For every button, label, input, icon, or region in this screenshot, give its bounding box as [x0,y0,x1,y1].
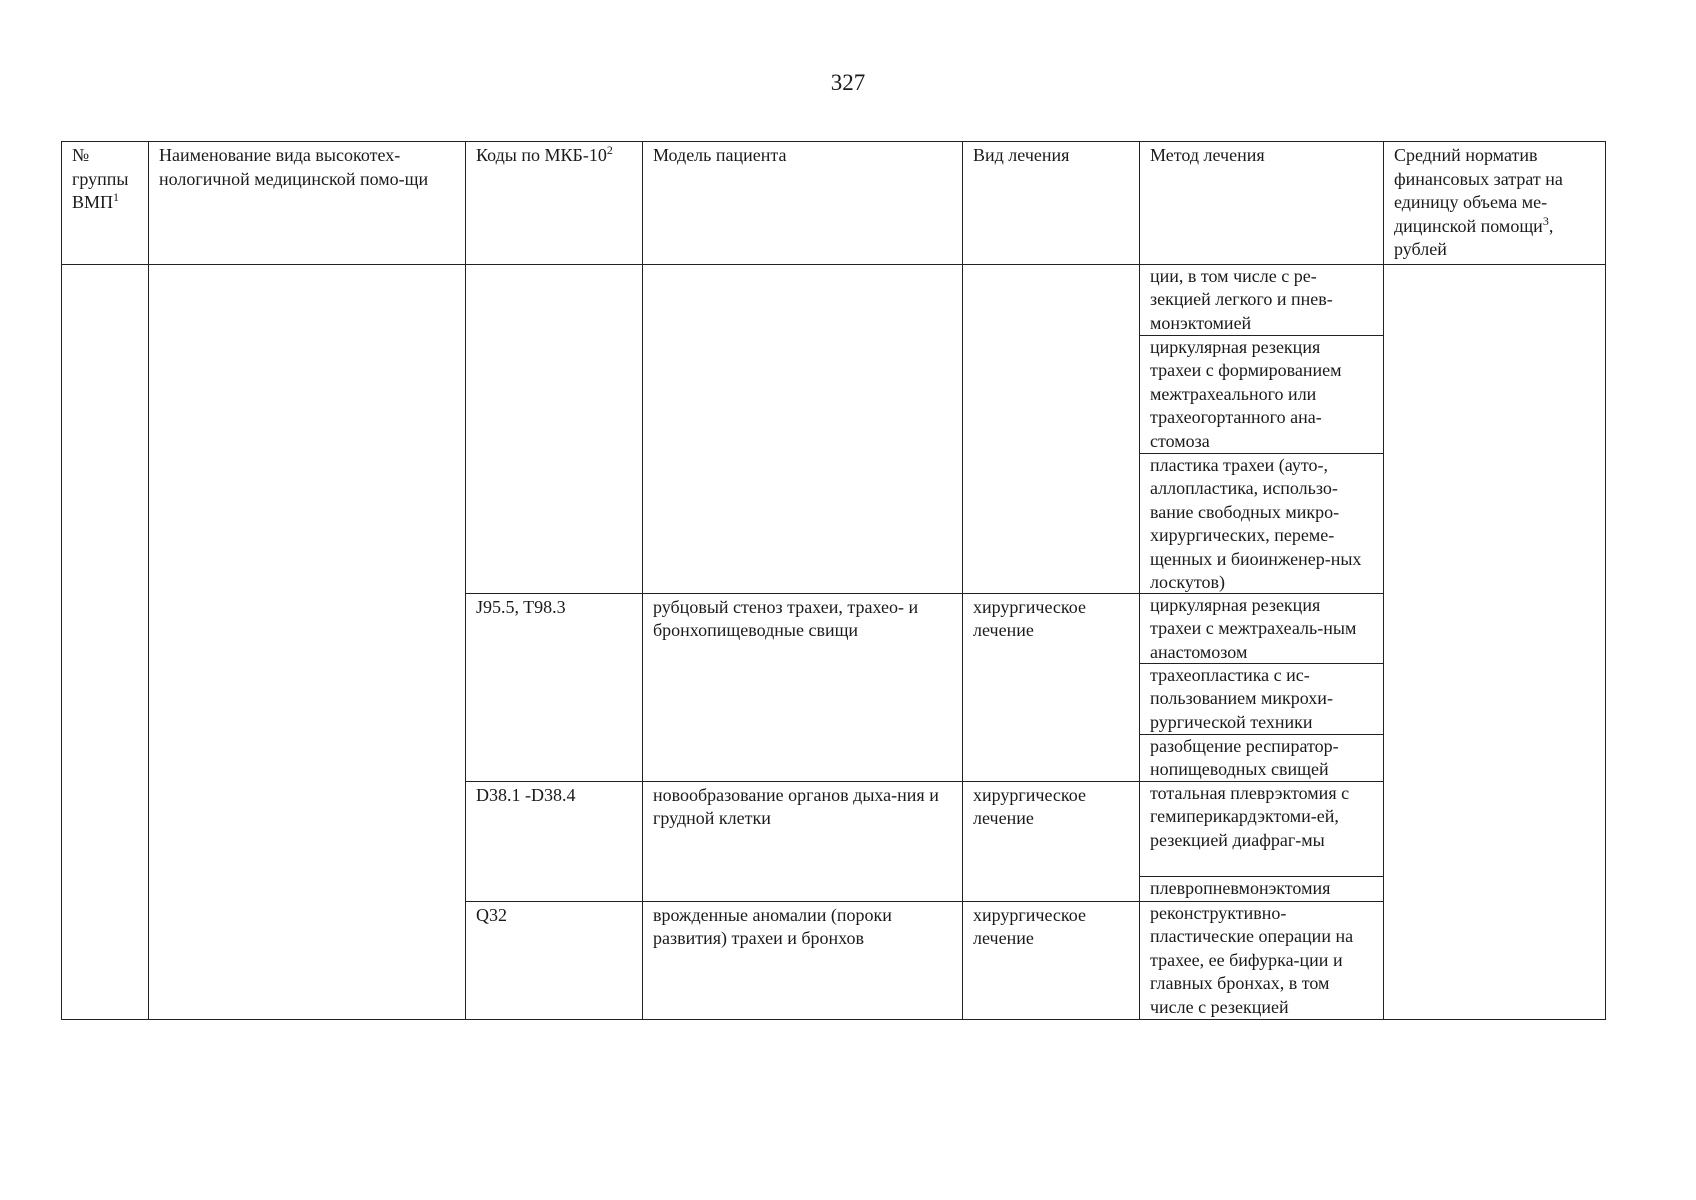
header-patient-model: Модель пациента [643,142,963,265]
treatment-type-column [963,264,1140,1019]
treatment-method-item: пластика трахеи (ауто-, аллопластика, использо-вание свободных микро-хирургических, переме-щенных и биоинженер-ных лоскутов) [1140,453,1383,593]
header-cost-standard: Средний норматив финансовых затрат на единицу объема ме-дицинской помощи$^3$, рублей [1384,142,1606,265]
treatment-type-cell: хирургическое лечение [963,781,1139,902]
treatment-method-item: плевропневмонэктомия [1140,876,1383,901]
treatment-method-item: реконструктивно-пластические операции на трахее, ее бифурка-ции и главных бронхах, в том числе с резекцией [1140,901,1383,1019]
patient-model-cell [643,265,962,593]
treatment-method-item: трахеопластика с ис-пользованием микрохи-рургической техники [1140,663,1383,734]
icd-code-cell: Q32 [466,901,642,1020]
header-icd-codes: Коды по МКБ-$10^2$ [466,142,643,265]
treatment-method-item: тотальная плеврэктомия с гемиперикардэктоми-ей, резекцией диафраг-мы [1140,781,1383,876]
treatment-type-cell: хирургическое лечение [963,593,1139,782]
care-type-name-cell [149,264,466,1019]
treatment-type-cell [963,265,1139,593]
treatment-method-item: циркулярная резекция трахеи с межтрахеаль-ным анастомозом [1140,593,1383,663]
icd-code-cell [466,265,642,593]
patient-model-column [643,264,963,1019]
header-treatment-type: Вид лечения [963,142,1140,265]
patient-model-cell: новообразование органов дыха-ния и грудной клетки [643,781,962,902]
vmp-table [61,141,1606,1020]
header-treatment-method: Метод лечения [1140,142,1384,265]
page-number: 327 [830,70,866,95]
group-number-cell [62,264,149,1019]
icd-code-cell: J95.5, T98.3 [466,593,642,782]
table-row [62,264,1606,1019]
header-care-type-name: Наименование вида высокотех-нологичной медицинской помо-щи [149,142,466,265]
table-header-row [62,142,1606,265]
treatment-type-cell: хирургическое лечение [963,901,1139,1020]
icd-code-cell: D38.1 -D38.4 [466,781,642,902]
patient-model-cell: рубцовый стеноз трахеи, трахео- и бронхопищеводные свищи [643,593,962,782]
treatment-method-column [1140,264,1384,1019]
treatment-method-item: ции, в том числе с ре-зекцией легкого и пнев-монэктомией [1150,265,1333,333]
treatment-method-item: циркулярная резекция трахеи с формированием межтрахеального или трахеогортанного ана-стомоза [1140,335,1383,453]
cost-standard-cell [1384,264,1606,1019]
patient-model-cell: врожденные аномалии (пороки развития) трахеи и бронхов [643,901,962,1020]
treatment-method-item: разобщение респиратор-нопищеводных свищей [1140,734,1383,781]
header-group-number: № группы ВМП$^1$ [62,142,149,265]
icd-codes-column [466,264,643,1019]
